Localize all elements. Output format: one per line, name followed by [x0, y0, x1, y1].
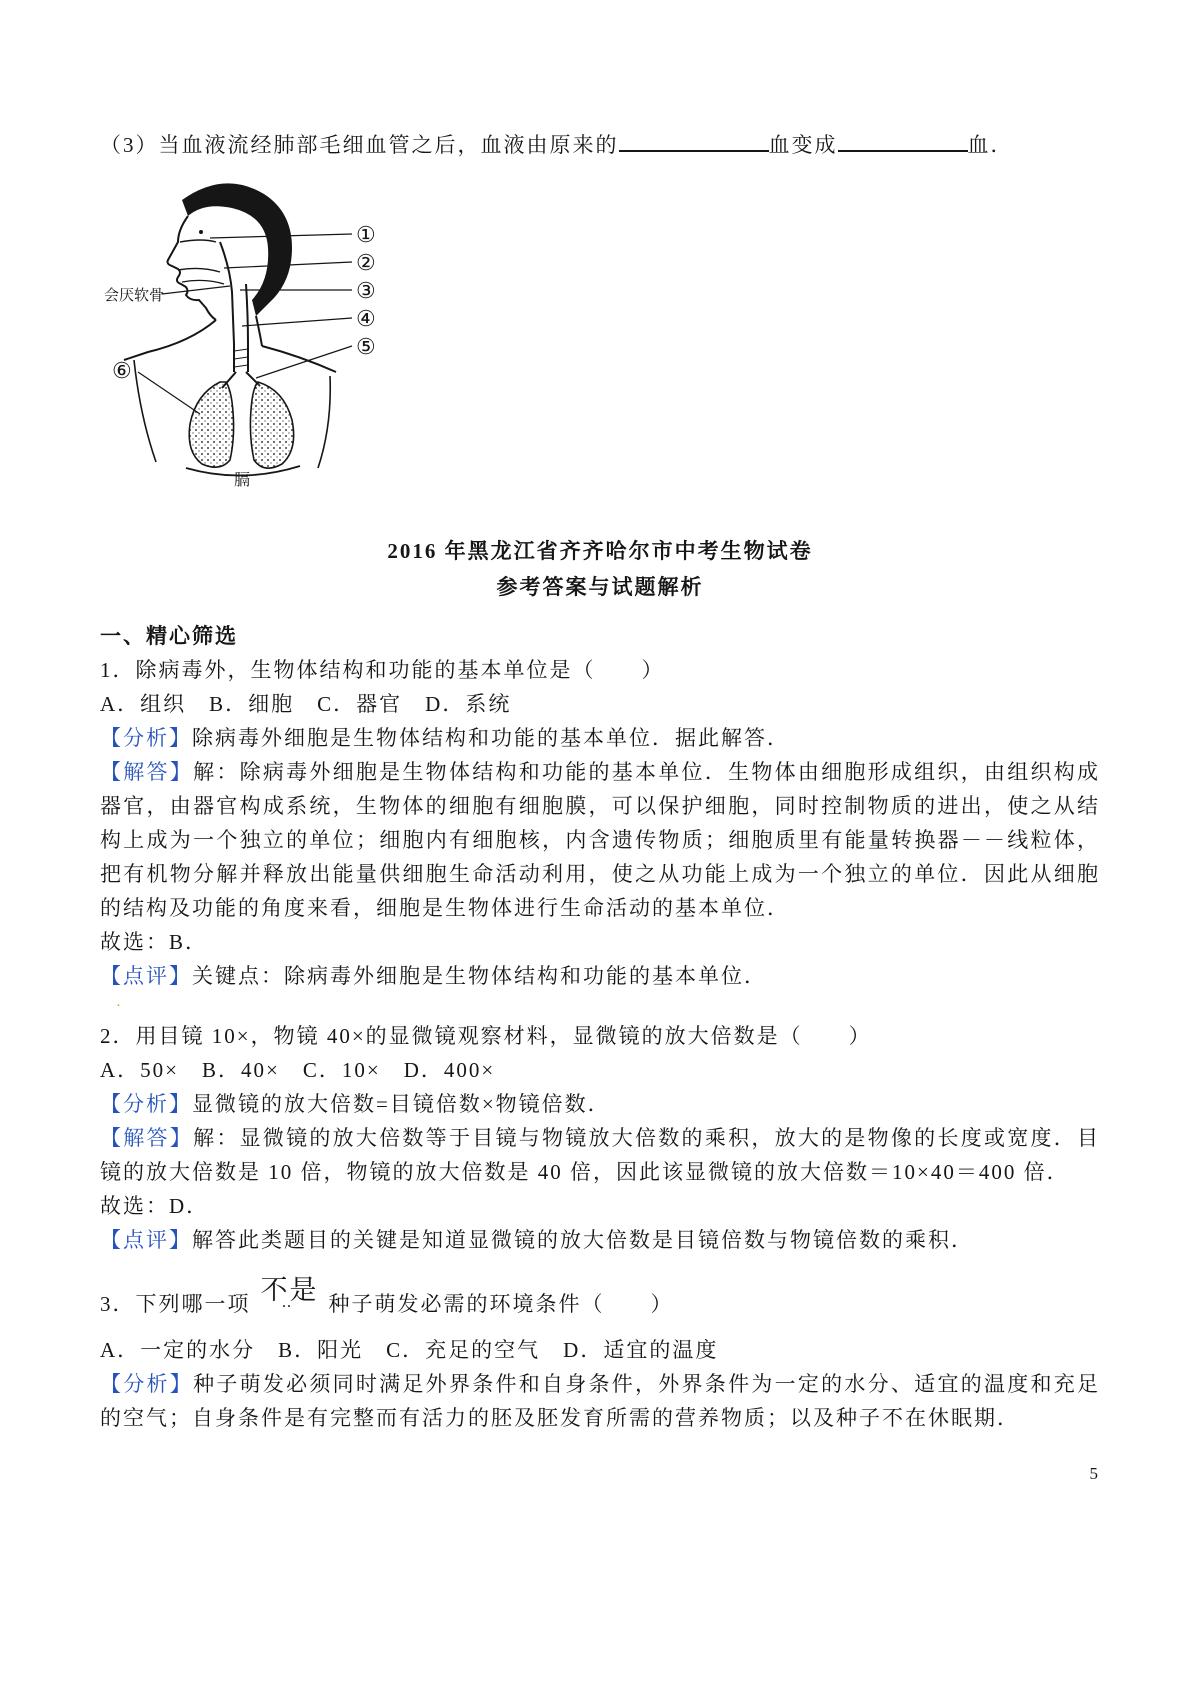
fill-in-question-line: [100, 128, 1100, 162]
q1-analysis: [100, 721, 1100, 755]
comment-label: 【点评】: [100, 964, 192, 988]
section-heading: 一、精心筛选: [100, 624, 238, 648]
question-2-block: [100, 1019, 1100, 1257]
q2-analysis: [100, 1087, 1100, 1121]
comment-label: 【点评】: [100, 1228, 192, 1252]
trachea-and-bronchi: [222, 344, 260, 388]
answer-blank-1: [619, 130, 769, 152]
q2-analysis-text: 显微镜的放大倍数=目镜倍数×物镜倍数．: [192, 1092, 611, 1116]
q2-answer: [100, 1121, 1100, 1189]
fill-text-2: 血变成: [768, 133, 838, 157]
q3-stem-prefix: 3．下列哪一项: [100, 1292, 251, 1316]
q1-answer-text: 解：除病毒外细胞是生物体结构和功能的基本单位．生物体由细胞形成组织，由组织构成器官，由器官构成系统，生物体的细胞有细胞膜，可以保护细胞，同时控制物质的进出，使之从结构上成为一个独立的单位；细胞内有细胞核，内含遗传物质；细胞质里有能量转换器－－线粒体，把有机物分解并释放出能量供细胞生命活动利用，使之从功能上成为一个独立的单位．因此从细胞的结构及功能的角度来看，细胞是生物体进行生命活动的基本单位．: [100, 760, 1101, 920]
q1-stem: 1．除病毒外，生物体结构和功能的基本单位是（ ）: [100, 658, 665, 682]
diaphragm-label: 膈: [234, 472, 251, 488]
q2-choice: 故选：D．: [100, 1194, 210, 1218]
q1-analysis-text: 除病毒外细胞是生物体结构和功能的基本单位．据此解答．: [192, 726, 790, 750]
head-profile: [168, 183, 293, 320]
q2-comment-text: 解答此类题目的关键是知道显微镜的放大倍数是目镜倍数与物镜倍数的乘积．: [192, 1228, 974, 1252]
fill-text-1: （3）当血液流经肺部毛细血管之后，血液由原来的: [100, 133, 619, 157]
answer-label: 【解答】: [100, 1126, 194, 1150]
callout-4: ④: [356, 306, 376, 331]
analysis-label: 【分析】: [100, 1372, 194, 1396]
q1-answer: [100, 755, 1100, 925]
analysis-label: 【分析】: [100, 726, 192, 750]
q3-options: A．一定的水分 B．阳光 C．充足的空气 D．适宜的温度: [100, 1338, 719, 1362]
q3-analysis: [100, 1367, 1100, 1435]
q3-analysis-text: 种子萌发必须同时满足外界条件和自身条件，外界条件为一定的水分、适宜的温度和充足的空气；自身条件是有完整而有活力的胚及胚发育所需的营养物质；以及种子不在休眠期．: [100, 1372, 1101, 1430]
question-3-block: [100, 1275, 1101, 1435]
epiglottis-label: 会厌软骨: [104, 288, 165, 304]
q3-stem: [100, 1275, 1100, 1321]
q2-stem: 2．用目镜 10×，物镜 40×的显微镜观察材料，显微镜的放大倍数是（ ）: [100, 1024, 872, 1048]
callout-6: ⑥: [112, 358, 132, 383]
lungs: [186, 382, 300, 476]
callout-2: ②: [356, 250, 376, 275]
respiratory-system-figure: [104, 176, 414, 493]
q1-choice: 故选：B．: [100, 930, 209, 954]
answer-blank-2: [838, 130, 968, 152]
eye-dot: [199, 230, 203, 234]
callout-5: ⑤: [356, 334, 376, 359]
fill-text-3: 血．: [967, 133, 1014, 157]
page-number: 5: [1089, 1464, 1098, 1483]
answer-label: 【解答】: [100, 760, 194, 784]
callout-1: ①: [356, 222, 376, 247]
q2-answer-text: 解：显微镜的放大倍数等于目镜与物镜放大倍数的乘积，放大的是物像的长度或宽度．目镜的放大倍数是 10 倍，物镜的放大倍数是 40 倍，因此该显微镜的放大倍数＝10×40＝400 倍．: [100, 1126, 1101, 1184]
question-1-block: [100, 653, 1100, 993]
analysis-label: 【分析】: [100, 1092, 192, 1116]
leader-lines: [138, 234, 352, 414]
respiratory-diagram-svg: [104, 176, 414, 488]
callout-3: ③: [356, 278, 376, 303]
document-subtitle: 参考答案与试题解析: [496, 575, 704, 599]
q2-comment: [100, 1223, 1100, 1257]
q2-options: A．50× B．40× C．10× D．400×: [100, 1058, 496, 1082]
q1-comment: [100, 959, 1100, 993]
stray-mark: ·: [116, 998, 121, 1014]
q3-stem-emphasis: 不是 ‥: [261, 1279, 319, 1301]
q3-stem-suffix: 种子萌发必需的环境条件（ ）: [328, 1292, 674, 1316]
q1-options: A．组织 B．细胞 C．器官 D．系统: [100, 692, 512, 716]
q1-comment-text: 关键点：除病毒外细胞是生物体结构和功能的基本单位．: [192, 964, 767, 988]
title-block: [100, 533, 1100, 605]
document-title: 2016 年黑龙江省齐齐哈尔市中考生物试卷: [387, 539, 813, 563]
